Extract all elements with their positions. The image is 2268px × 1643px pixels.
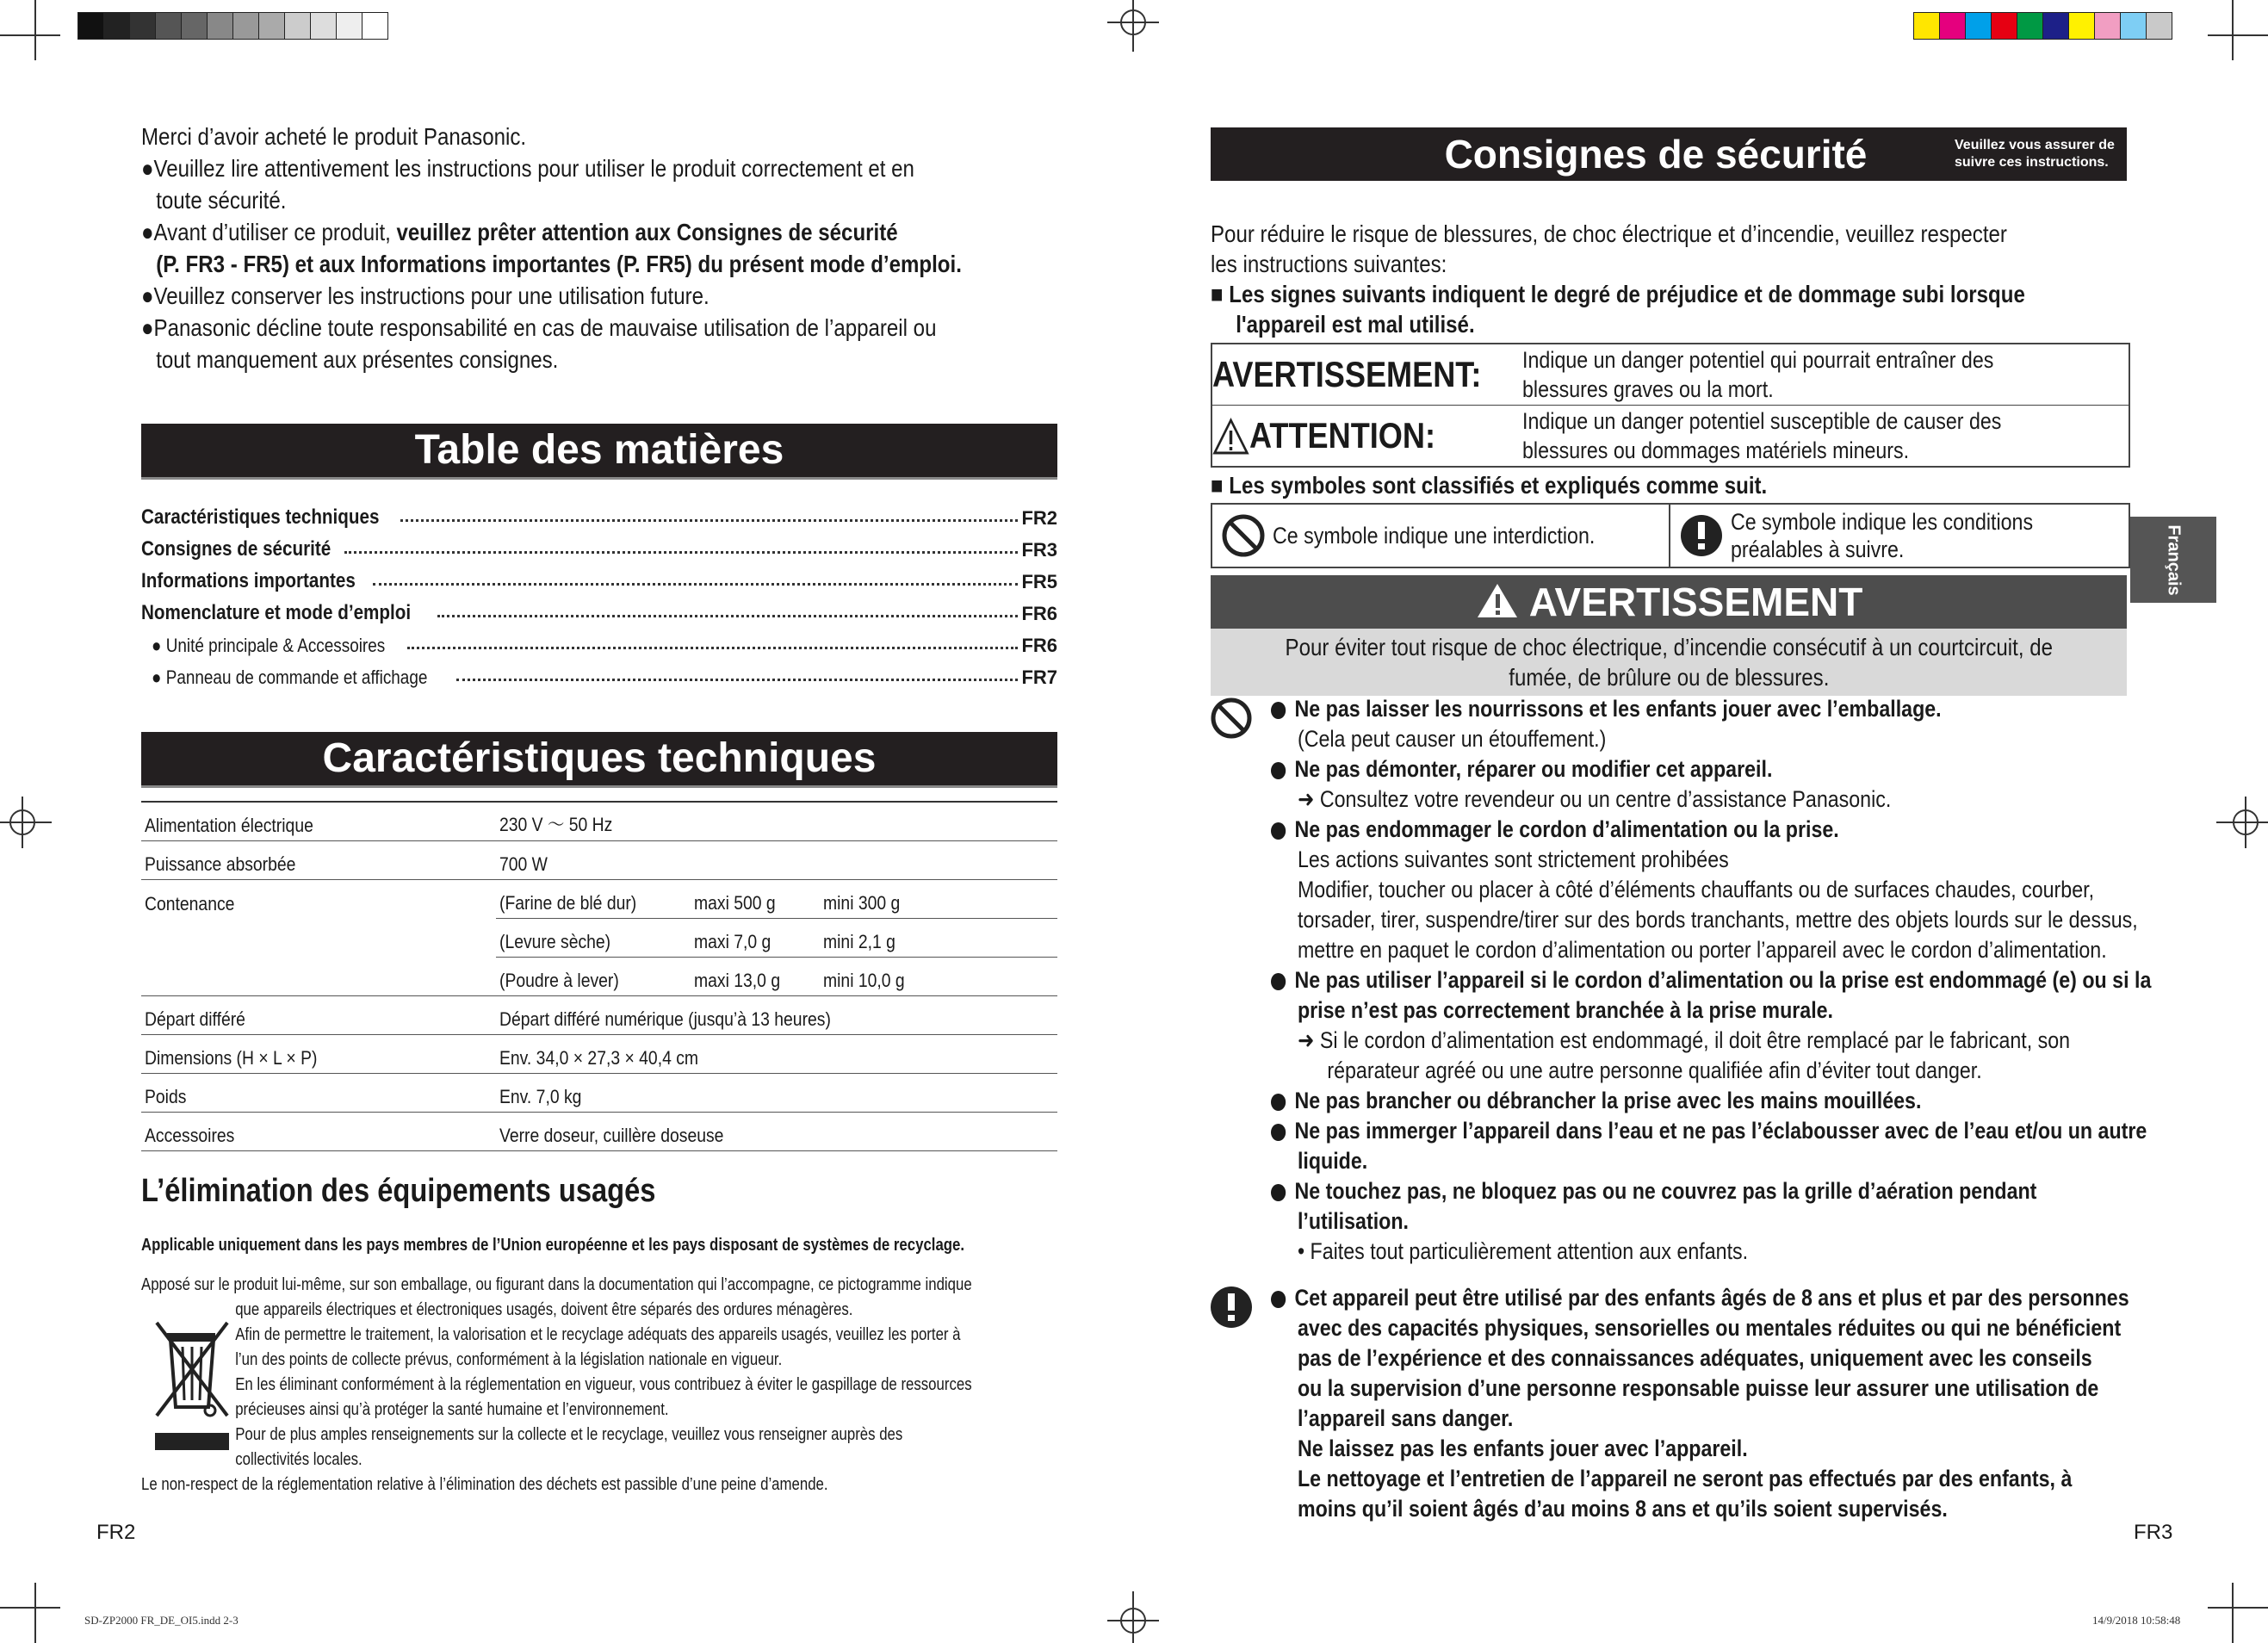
registration-mark-icon	[0, 788, 52, 857]
disposal-text: Apposé sur le produit lui-même, sur son emballage, ou figurant dans la documentation qui l’accompagne, ce pictogramme indique que appareils électriques et électroniques usagés, doivent être séparés des ordures ménagères. Afin de permettre le traitement, la valorisation et le recyclage adéquats des appareils usagés, veuillez les porter à l’un des points de collecte prévus, conformément à la législation nationale en vigueur. En les éliminant conformément à la réglementation en vigueur, vous contribuez à éviter le gaspillage de ressources précieuses ainsi qu’à protéger la santé humaine et l’environnement. Pour de plus amples renseignements sur la collecte et le recyclage, veuillez vous renseigner auprès des collectivités locales. Le non-respect de la réglementation relative à l’élimination des déchets est passible d’une peine d’amende.	[141, 1275, 972, 1494]
toc-row[interactable]: Nomenclature et mode d’emploi FR6	[141, 601, 1057, 624]
warning-triangle-icon	[1475, 581, 1520, 619]
crop-mark	[0, 34, 60, 36]
safety-note: Veuillez vous assurer de suivre ces instructions.	[1955, 138, 2115, 170]
crossed-bin-icon	[152, 1314, 232, 1452]
footer-timestamp: 14/9/2018 10:58:48	[2092, 1614, 2181, 1627]
specs-title: Caractéristiques techniques	[141, 732, 1057, 788]
spec-key: Puissance absorbée	[141, 841, 496, 880]
disposal-title: L’élimination des équipements usagés	[141, 1173, 656, 1209]
language-tab: Français	[2130, 517, 2216, 603]
safety-title: Consignes de sécurité	[1444, 132, 1868, 177]
spec-key: Poids	[141, 1074, 496, 1113]
registration-mark-icon	[2216, 788, 2268, 857]
disposal-subtitle: Applicable uniquement dans les pays membres de l’Union européenne et les pays disposant de systèmes de recyclage.	[141, 1236, 965, 1255]
mandatory-icon	[1207, 1283, 1255, 1331]
prohibition-icon	[1207, 694, 1255, 742]
intro	[141, 121, 1057, 375]
crop-mark	[34, 1583, 36, 1643]
spec-key: Alimentation électrique	[141, 803, 496, 841]
warning-triangle-icon	[1212, 417, 1249, 455]
spec-key: Départ différé	[141, 996, 496, 1035]
toc-row[interactable]: ● Panneau de commande et affichage FR7	[152, 666, 1057, 688]
toc-title: Table des matières	[141, 424, 1057, 480]
symbols-box: Ce symbole indique une interdiction. Ce symbole indique les conditions préalables à suivre.	[1211, 503, 2130, 568]
intro-bullet: ●Panasonic décline toute responsabilité en cas de mauvaise utilisation de l’appareil ou	[141, 314, 937, 341]
intro-bullet: ●Veuillez lire attentivement les instructions pour utiliser le produit correctement et en	[141, 155, 914, 182]
prohibition-icon	[1212, 510, 1273, 561]
spec-key: Contenance	[145, 892, 235, 914]
safety-intro: Pour réduire le risque de blessures, de choc électrique et d’incendie, veuillez respecter les instructions suivantes: ■ Les signes suivants indiquent le degré de préjudice et de dommage subi lorsque l'appareil est mal utilisé.	[1211, 220, 2025, 338]
intro-bullet: ●Veuillez conserver les instructions pour une utilisation future.	[141, 282, 710, 309]
crop-mark	[2232, 1583, 2234, 1643]
mandatory-list: Cet appareil peut être utilisé par des enfants âgés de 8 ans et plus et par des personnes avec des capacités physiques, sensorielles ou mentales réduites ou qui ne bénéficient pas de l’expérience et des connaissances adéquates, uniquement avec les conseils ou la supervision d’une personne responsable puisse leur assurer une utilisation de l’appareil sans danger. Ne laissez pas les enfants jouer avec l’appareil. Le nettoyage et l’entretien de l’appareil ne seront pas effectués par des enfants, à moins qu’il soient âgés d’au moins 8 ans et qu’ils soient supervisés.	[1271, 1283, 2132, 1524]
toc-row[interactable]: Informations importantes FR5	[141, 569, 1057, 592]
toc-row[interactable]: Consignes de sécurité FR3	[141, 537, 1057, 561]
intro-bullet: (P. FR3 - FR5) et aux Informations importantes (P. FR5) du présent mode d’emploi.	[156, 251, 962, 277]
spec-key: Dimensions (H × L × P)	[141, 1035, 496, 1074]
registration-mark-icon	[1099, 1591, 1168, 1643]
mandatory-icon	[1670, 510, 1731, 561]
crop-mark	[2208, 1607, 2268, 1609]
footer-filename: SD-ZP2000 FR_DE_OI5.indd 2-3	[84, 1614, 239, 1627]
symbols-heading: ■ Les symboles sont classifiés et expliqués comme suit.	[1211, 472, 1768, 499]
warning-banner: AVERTISSEMENT	[1211, 575, 2127, 629]
spec-key: Accessoires	[141, 1113, 496, 1151]
warning-list: Ne pas laisser les nourrissons et les enfants jouer avec l’emballage. (Cela peut causer un étouffement.) Ne pas démonter, réparer ou modifier cet appareil. ➜ Consultez votre revendeur ou un centre d’assistance Panasonic. Ne pas endommager le cordon d’alimentation ou la prise. Les actions suivantes sont strictement prohibées Modifier, toucher ou placer à côté d’éléments chauffants ou de surfaces chaudes, courber, torsader, tirer, suspendre/tirer sur des bords tranchants, mettre des objets lourds sur le dessus, mettre en paquet le cordon d’alimentation ou porter l’appareil avec le cordon d’alimentation. Ne pas utiliser l’appareil si le cordon d’alimentation ou la prise est endommagé (e) ou si la prise n’est pas correctement branchée à la prise murale. ➜ Si le cordon d’alimentation est endommagé, il doit être remplacé par le fabricant, son réparateur agréé ou une autre personne qualifiée afin d’éviter tout danger. Ne pas brancher ou débrancher la prise avec les mains mouillées. Ne pas immerger l’appareil dans l’eau et ne pas l’éclabousser avec de l’eau et/ou un autre liquide. Ne touchez pas, ne bloquez pas ou ne couvrez pas la grille d’aération pendant l’utilisation. • Faites tout particulièrement attention aux enfants.	[1271, 694, 2132, 1267]
safety-header	[1211, 127, 2127, 181]
toc-row[interactable]: ● Unité principale & Accessoires FR6	[152, 635, 1057, 656]
grayscale-bar	[77, 12, 388, 40]
crop-mark	[0, 1607, 60, 1609]
intro-bullet: ●Avant d’utiliser ce produit, veuillez prêter attention aux Consignes de sécurité	[141, 219, 898, 245]
color-bar	[1913, 12, 2172, 40]
warning-subtext: Pour éviter tout risque de choc électrique, d’incendie consécutif à un courtcircuit, de fumée, de brûlure ou de blessures.	[1211, 629, 2127, 696]
intro-line: Merci d’avoir acheté le produit Panasonic.	[141, 123, 527, 150]
crop-mark	[2208, 34, 2268, 36]
specs-table: Alimentation électrique 230 V ～ 50 Hz Puissance absorbée 700 W Contenance (Farine de blé dur) maxi 500 g mini 300 g (Levure sèche) maxi 7,0 g mini 2,1 g (Poudre à lever) maxi 13,0 g mini 10,0 g Départ différé Départ différé numérique (jusqu’à 13 heures) Dimensions (H × L × P) Env. 34,0 × 27,3 × 40,4 cm Poids Env. 7,0 kg Accessoires Verre doseur, cuillère doseuse	[141, 801, 1057, 1151]
toc	[141, 498, 1057, 689]
crop-mark	[2232, 0, 2234, 60]
levels-box	[1211, 343, 2130, 468]
intro-bullet: tout manquement aux présentes consignes.	[156, 346, 559, 373]
registration-mark-icon	[1099, 0, 1168, 52]
page-number-right: FR3	[2134, 1521, 2173, 1544]
page-number-left: FR2	[96, 1521, 136, 1544]
level-warning: AVERTISSEMENT: Indique un danger potentiel qui pourrait entraîner des blessures graves ou la mort.	[1212, 344, 2129, 406]
crop-mark	[34, 0, 36, 60]
intro-bullet: toute sécurité.	[156, 187, 287, 214]
toc-row[interactable]: Caractéristiques techniques FR2	[141, 505, 1057, 529]
level-caution: ATTENTION: Indique un danger potentiel susceptible de causer des blessures ou dommages matériels mineurs.	[1212, 406, 2129, 466]
